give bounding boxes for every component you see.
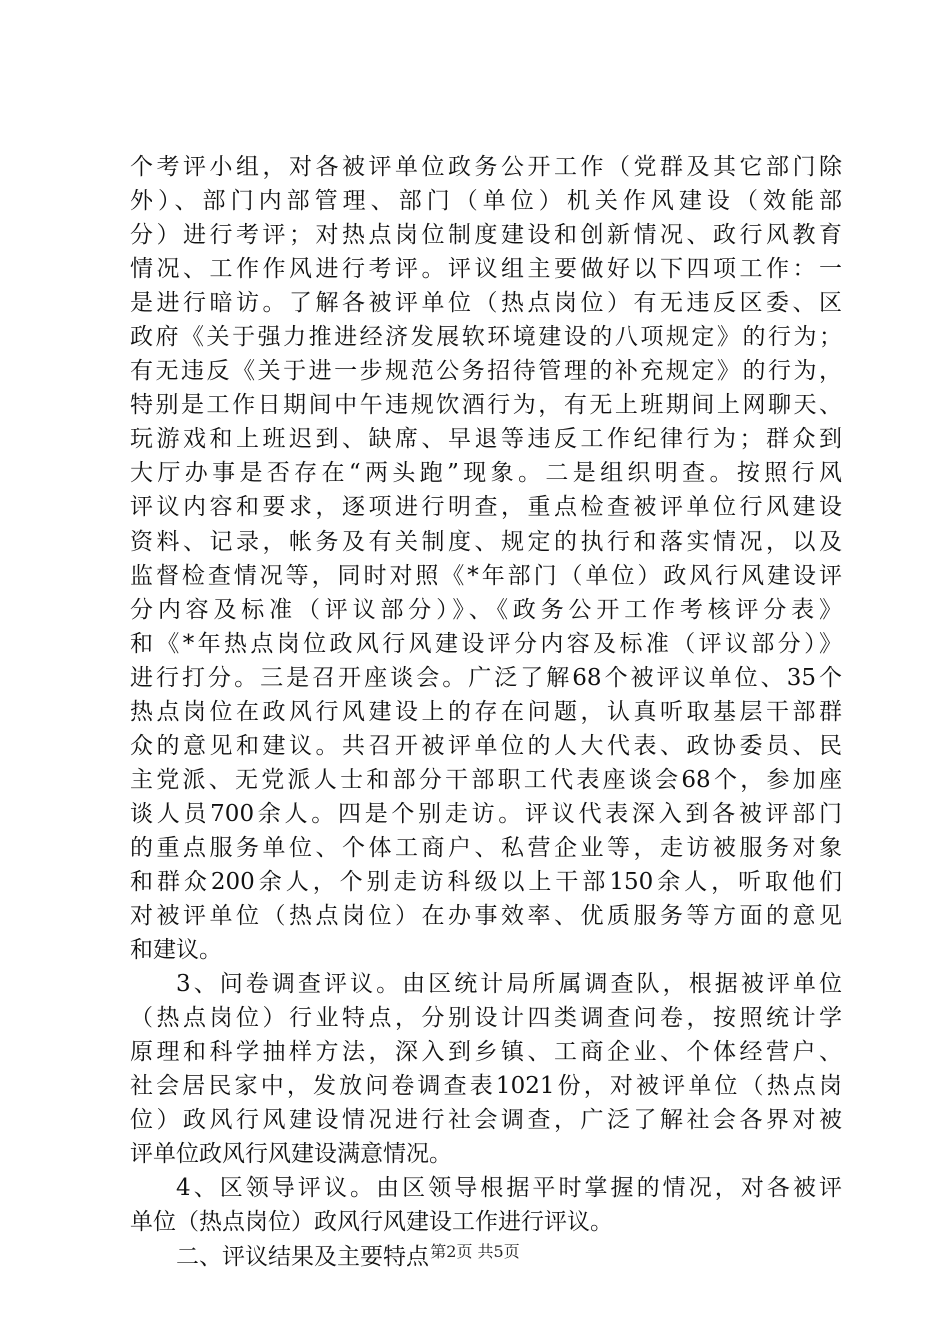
text-line: 的重点服务单位、个体工商户、私营企业等，走访被服务对象 xyxy=(130,834,842,861)
text-line: 谈人员700余人。四是个别走访。评议代表深入到各被评部门 xyxy=(130,800,842,827)
text-line: 情况、工作作风进行考评。评议组主要做好以下四项工作：一 xyxy=(130,256,842,283)
text-line: 有无违反《关于进一步规范公务招待管理的补充规定》的行为， xyxy=(130,358,842,385)
text-line: （热点岗位）行业特点，分别设计四类调查问卷，按照统计学 xyxy=(130,1005,842,1032)
text-line: 社会居民家中，发放问卷调查表1021份，对被评单位（热点岗 xyxy=(130,1073,842,1100)
text-line: 资料、记录，帐务及有关制度、规定的执行和落实情况，以及 xyxy=(130,528,842,555)
text-line: 和建议。 xyxy=(130,937,222,964)
text-line: 评议内容和要求，逐项进行明查，重点检查被评单位行风建设 xyxy=(130,494,842,521)
text-line: 3、问卷调查评议。由区统计局所属调查队，根据被评单位 xyxy=(176,971,842,998)
text-line: 原理和科学抽样方法，深入到乡镇、工商企业、个体经营户、 xyxy=(130,1039,842,1066)
text-line: 4、区领导评议。由区领导根据平时掌握的情况，对各被评 xyxy=(176,1175,842,1202)
text-line: 分内容及标准（评议部分）》、《政务公开工作考核评分表》 xyxy=(130,596,842,623)
text-line: 大厅办事是否存在“两头跑”现象。二是组织明查。按照行风 xyxy=(130,460,842,487)
text-line: 热点岗位在政风行风建设上的存在问题，认真听取基层干部群 xyxy=(130,698,842,725)
text-line: 和《*年热点岗位政风行风建设评分内容及标准（评议部分）》 xyxy=(130,630,842,657)
text-line: 位）政风行风建设情况进行社会调查，广泛了解社会各界对被 xyxy=(130,1107,842,1134)
text-line: 外）、部门内部管理、部门（单位）机关作风建设（效能部 xyxy=(130,188,842,215)
text-line: 政府《关于强力推进经济发展软环境建设的八项规定》的行为； xyxy=(130,324,842,351)
text-line: 特别是工作日期间中午违规饮酒行为，有无上班期间上网聊天、 xyxy=(130,392,842,419)
text-line: 个考评小组，对各被评单位政务公开工作（党群及其它部门除 xyxy=(130,154,842,180)
text-line: 评单位政风行风建设满意情况。 xyxy=(130,1141,452,1168)
body-text xyxy=(130,150,842,1274)
text-line: 对被评单位（热点岗位）在办事效率、优质服务等方面的意见 xyxy=(130,903,842,930)
text-line: 分）进行考评；对热点岗位制度建设和创新情况、政行风教育 xyxy=(130,222,842,249)
section-heading: 二、评议结果及主要特点 xyxy=(176,1243,429,1270)
text-line: 进行打分。三是召开座谈会。广泛了解68个被评议单位、35个 xyxy=(130,664,842,691)
text-line: 主党派、无党派人士和部分干部职工代表座谈会68个，参加座 xyxy=(130,766,842,793)
text-line: 玩游戏和上班迟到、缺席、早退等违反工作纪律行为；群众到 xyxy=(130,426,842,453)
text-line: 和群众200余人，个别走访科级以上干部150余人，听取他们 xyxy=(130,868,842,895)
page-footer: 第2页 共5页 xyxy=(430,1242,520,1261)
text-line: 是进行暗访。了解各被评单位（热点岗位）有无违反区委、区 xyxy=(130,290,842,317)
text-line: 众的意见和建议。共召开被评单位的人大代表、政协委员、民 xyxy=(130,732,842,759)
text-line: 单位（热点岗位）政风行风建设工作进行评议。 xyxy=(130,1209,613,1236)
text-line: 监督检查情况等，同时对照《*年部门（单位）政风行风建设评 xyxy=(130,562,842,589)
